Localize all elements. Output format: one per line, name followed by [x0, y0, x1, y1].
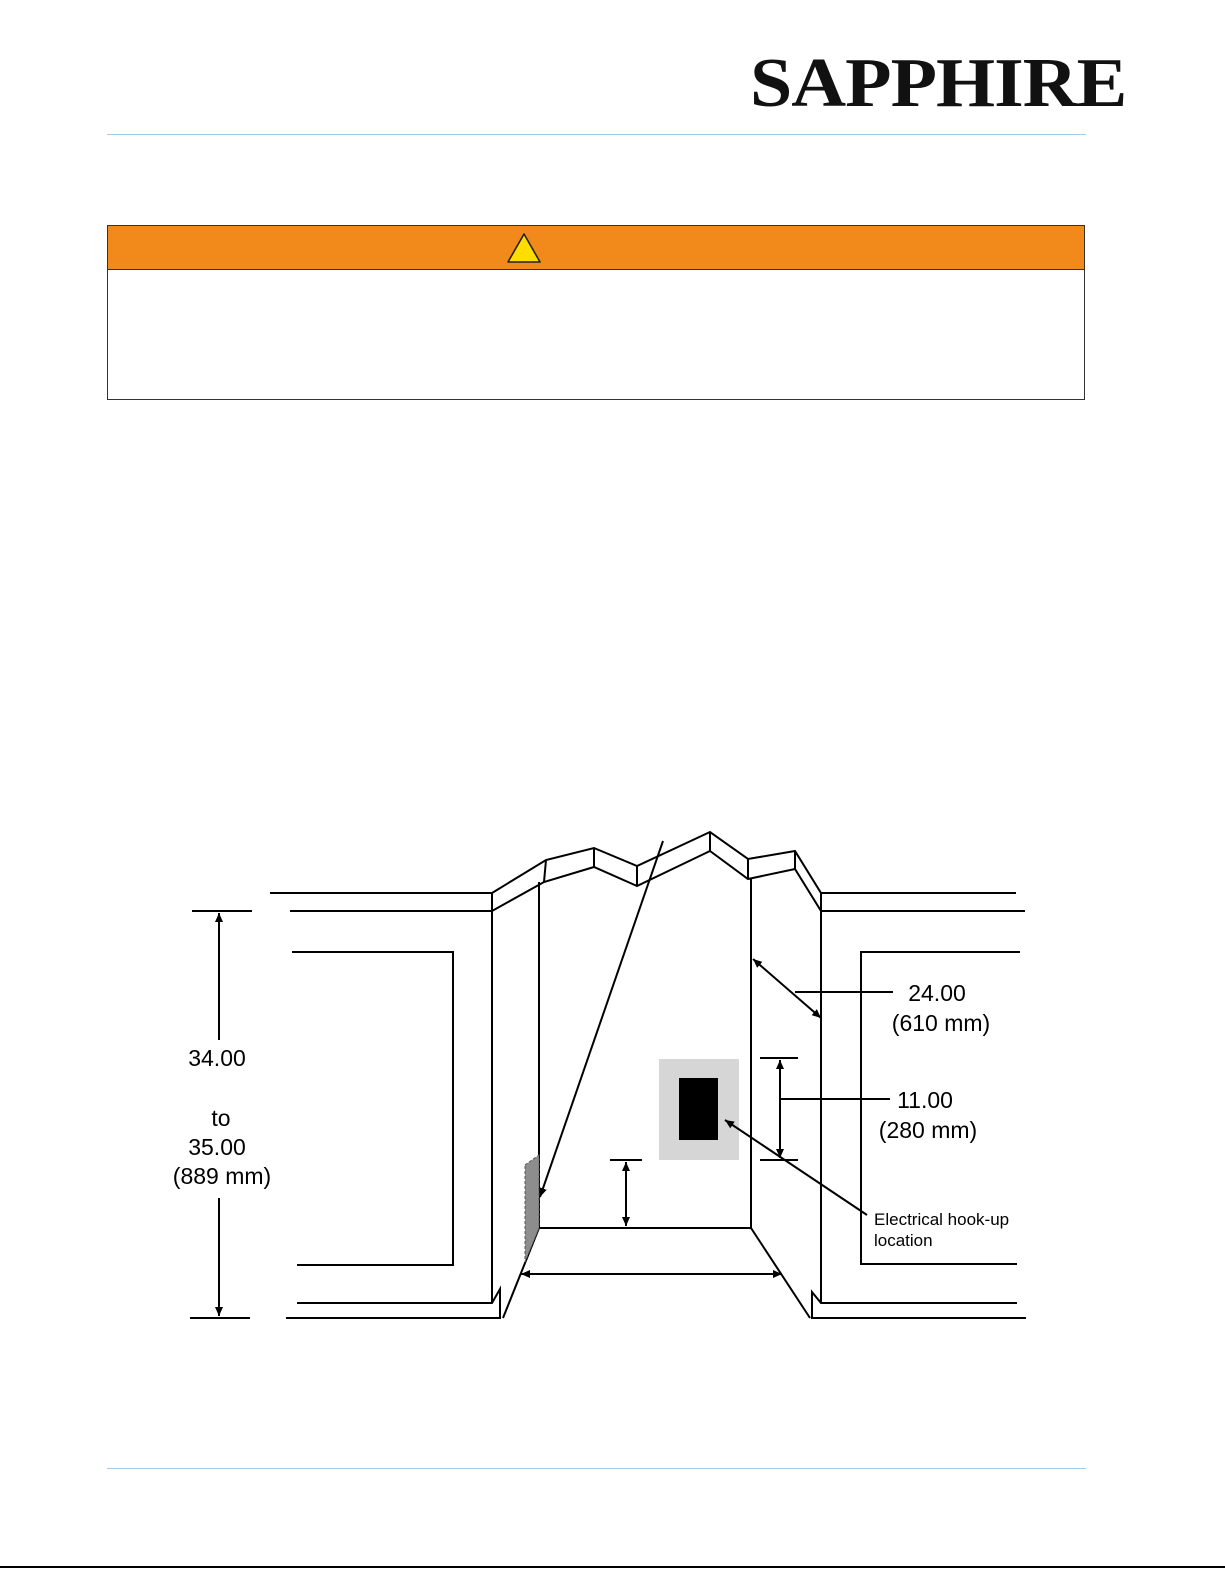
- electrical-box: [679, 1078, 718, 1140]
- panel-leader: [540, 841, 663, 1197]
- height-connector-label: to: [211, 1105, 231, 1131]
- depth-metric-label: (610 mm): [891, 1010, 991, 1036]
- depth-value-label: 24.00: [908, 980, 966, 1006]
- outlet-value-label: 11.00: [897, 1087, 953, 1113]
- footer-divider: [107, 1468, 1086, 1469]
- callout-line-2: location: [874, 1231, 933, 1250]
- brand-logo: SAPPHIRE: [750, 44, 1127, 122]
- callout-line-1: Electrical hook-up: [874, 1210, 1010, 1229]
- height-max-label: 35.00: [188, 1134, 246, 1160]
- height-min-label: 34.00: [188, 1045, 246, 1071]
- right-toe-kick: [812, 1292, 1026, 1318]
- page-bottom-edge: [0, 1566, 1225, 1568]
- outlet-metric-label: (280 mm): [878, 1117, 978, 1143]
- depth-dim-arrow: [753, 959, 821, 1018]
- height-metric-label: (889 mm): [172, 1163, 272, 1189]
- callout-leader: [725, 1120, 867, 1215]
- left-toe-kick: [286, 1289, 500, 1318]
- left-cabinet-door: [292, 952, 453, 1265]
